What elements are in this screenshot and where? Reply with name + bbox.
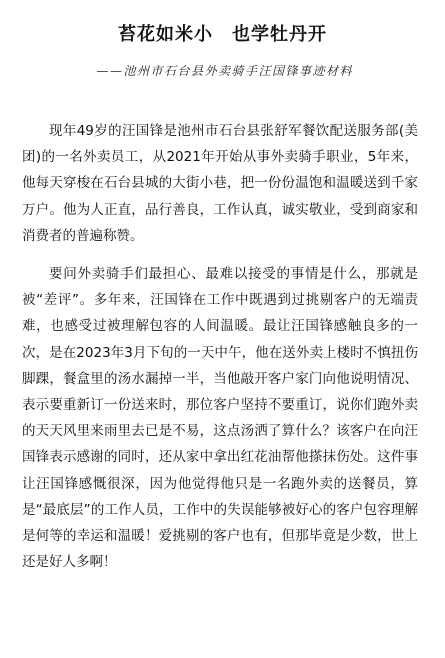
- body-paragraph: 现年49岁的汪国锋是池州市石台县张舒军餐饮配送服务部(美团)的一名外卖员工，从2021年开始从事外卖骑手职业，5年来，他每天穿梭在石台县城的大街小巷，把一份份温饱和温暖送到千家万户。他为人正直，品行善良，工作认真，诚实敬业，受到商家和消费者的普遍称赞。: [22, 123, 418, 244]
- body-paragraph: 要问外卖骑手们最担心、最难以接受的事情是什么，那就是被“差评”。多年来，汪国锋在工作中既遇到过挑剔客户的无端责难，也感受过被理解包容的人间温暖。最让汪国锋感触良多的一次，是在2023年3月下旬的一天中午，他在送外卖上楼时不慎扭伤脚踝，餐盒里的汤水漏掉一半，当他敲开客户家门向他说明情况、表示要重新订一份送来时，那位客户坚持不要重订，说你们跑外卖的天天风里来雨里去已是不易，这点汤洒了算什么？该客户在向汪国锋表示感谢的同时，还从家中拿出红花油帮他搽抹伤处。这件事让汪国锋感慨很深，因为他觉得他只是一名跑外卖的送餐员，算是“最底层”的工作人员，工作中的失误能够被好心的客户包容理解是何等的幸运和温暖！爱挑剔的客户也有，但那毕竟是少数，世上还是好人多啊！: [22, 266, 418, 571]
- document-title: 苔花如米小 也学牡丹开: [118, 24, 327, 45]
- document-subtitle: ——池州市石台县外卖骑手汪国锋事迹材料: [96, 64, 353, 78]
